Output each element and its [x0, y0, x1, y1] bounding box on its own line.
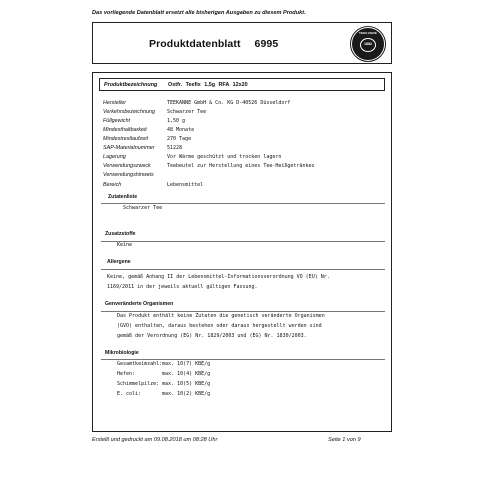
- micro-value: max. 10(7) KBE/g: [162, 361, 211, 367]
- field-value: 51228: [167, 145, 183, 151]
- field-row: [103, 118, 389, 127]
- gvo-text: Das Produkt enthält keine Zutaten die genetisch veränderte Organismen: [117, 313, 325, 319]
- zusatzstoffe-heading: Zusatzstoffe: [105, 231, 136, 237]
- field-row: [103, 154, 389, 163]
- datasheet-number: 6995: [254, 38, 279, 50]
- field-label: Füllgewicht: [103, 118, 130, 124]
- content-box: [92, 72, 392, 432]
- section-divider: [101, 269, 385, 270]
- field-value: Lebensmittel: [167, 182, 204, 188]
- allergene-text: 1169/2011 in der jeweils aktuell gültigen Fassung.: [107, 284, 258, 290]
- field-value: Vor Wärme geschützt und trocken lagern: [167, 154, 282, 160]
- field-row: [103, 145, 389, 154]
- product-label: Produktbezeichnung: [104, 82, 158, 88]
- page-title: [149, 38, 278, 50]
- micro-name: Schimmelpilze:: [117, 381, 160, 387]
- field-row: [103, 136, 389, 145]
- gvo-text: (GVO) enthalten, daraus bestehen oder daraus hergestellt worden sind: [117, 323, 322, 329]
- micro-row: [117, 361, 210, 367]
- micro-value: max. 10(2) KBE/g: [162, 391, 211, 397]
- field-label: Verkehrsbezeichnung: [103, 109, 155, 115]
- micro-row: [117, 381, 210, 387]
- micro-value: max. 10(5) KBE/g: [162, 381, 211, 387]
- title-label: Produktdatenblatt: [149, 38, 241, 50]
- micro-value: max. 10(4) KBE/g: [162, 371, 211, 377]
- zutatenliste-text: Schwarzer Tee: [123, 205, 163, 211]
- field-value: TEEKANNE GmbH & Co. KG D-40526 Düsseldorf: [167, 100, 291, 106]
- field-label: SAP-Materialnummer: [103, 145, 155, 151]
- field-row: [103, 127, 389, 136]
- field-row: [103, 163, 389, 172]
- micro-row: [117, 391, 210, 397]
- logo-word: TEEKANNE: [358, 31, 378, 35]
- logo-number: 1882: [364, 42, 372, 46]
- teekanne-logo: [351, 27, 385, 61]
- section-divider: [101, 203, 385, 204]
- micro-row: [117, 371, 210, 377]
- gvo-text: gemäß der Verordnung (EG) Nr. 1829/2003 und (EG) Nr. 1830/2003.: [117, 333, 307, 339]
- section-divider: [101, 359, 385, 360]
- field-value: 1,50 g: [167, 118, 186, 124]
- title-box: [92, 22, 392, 64]
- product-value: Ostfr. Teefix 1,5g RFA 12x20: [168, 82, 248, 88]
- field-value: Schwarzer Tee: [167, 109, 207, 115]
- zutatenliste-heading: Zutatenliste: [108, 194, 138, 200]
- mikrobiologie-heading: Mikrobiologie: [105, 350, 139, 356]
- field-label: Verwendungshinweis: [103, 172, 154, 178]
- field-row: [103, 100, 389, 109]
- field-label: Lagerung: [103, 154, 126, 160]
- gvo-heading: Genveränderte Organismen: [105, 301, 174, 307]
- field-label: Hersteller: [103, 100, 127, 106]
- top-note: Das vorliegende Datenblatt ersetzt alle bisherigen Ausgaben zu diesem Produkt.: [92, 10, 306, 16]
- micro-name: E. coli:: [117, 391, 142, 397]
- field-label: Mindestrestlaufzeit: [103, 136, 148, 142]
- field-row: [103, 109, 389, 118]
- allergene-text: Keine, gemäß Anhang II der Lebensmittel-Informationsverordnung VO (EU) Nr.: [107, 274, 330, 280]
- field-label: Bereich: [103, 182, 122, 188]
- footer-page: Seite 1 von 9: [328, 437, 361, 443]
- micro-name: Hefen:: [117, 371, 136, 377]
- field-label: Mindesthaltbarkeit: [103, 127, 147, 133]
- footer-created: Erstellt und gedruckt am 09.08.2018 um 08:28 Uhr: [92, 437, 218, 443]
- micro-name: Gesamtkeimzahl:: [117, 361, 163, 367]
- section-divider: [101, 311, 385, 312]
- zusatzstoffe-text: Keine: [117, 242, 133, 248]
- product-name-box: [99, 78, 385, 91]
- allergene-heading: Allergene: [107, 259, 131, 265]
- section-divider: [101, 241, 385, 242]
- field-label: Verwendungszweck: [103, 163, 151, 169]
- field-row: [103, 172, 389, 181]
- field-value: Teebeutel zur Herstellung eines Tee-Heißgetränkes: [167, 163, 315, 169]
- field-value: 48 Monate: [167, 127, 195, 133]
- field-row: [103, 182, 389, 191]
- field-value: 270 Tage: [167, 136, 192, 142]
